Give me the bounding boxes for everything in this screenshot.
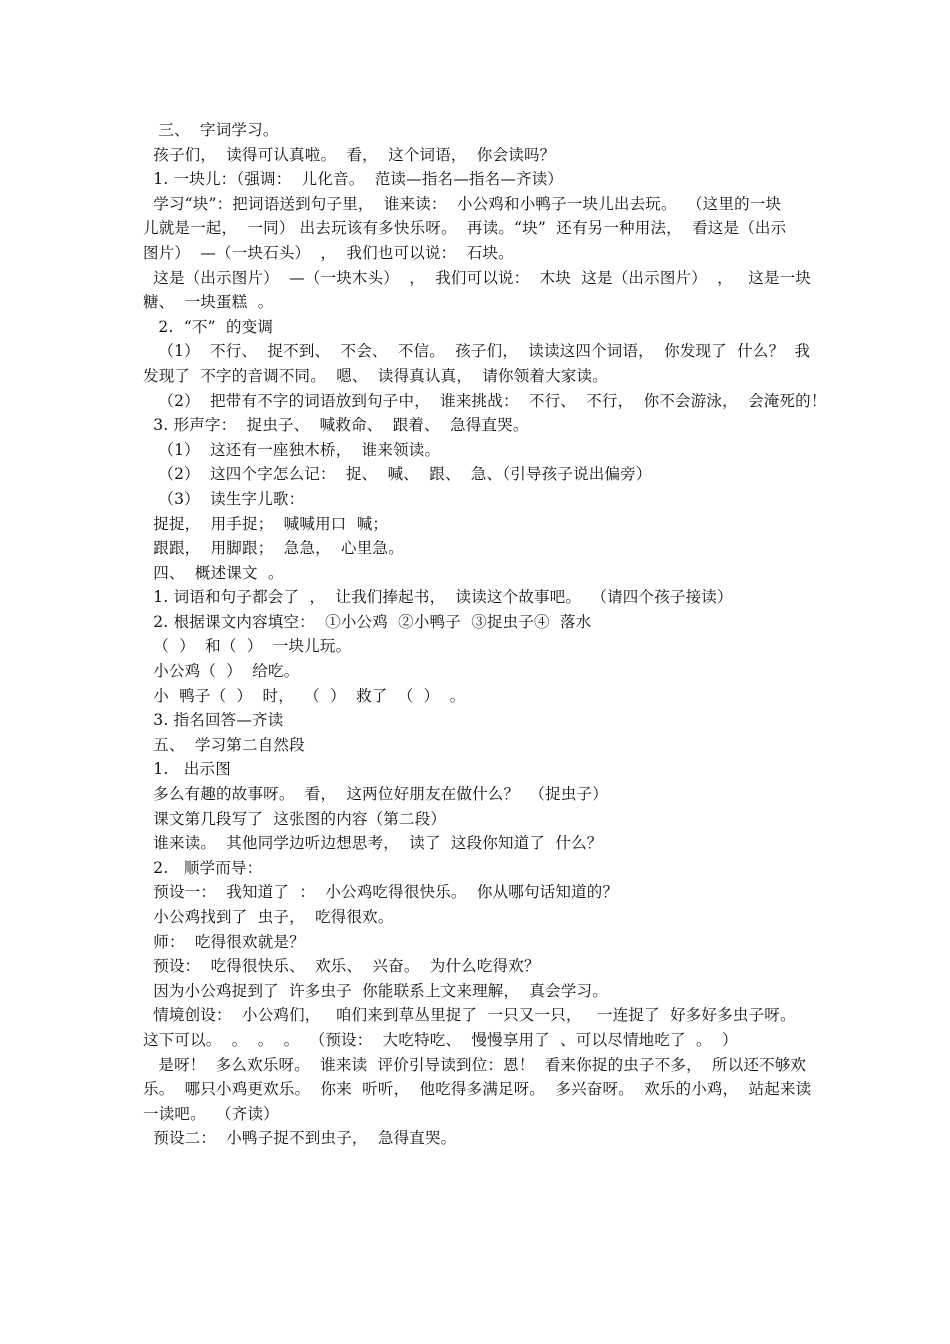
text-line: 多么有趣的故事呀。 看， 这两位好朋友在做什么？ （捉虫子） xyxy=(143,785,608,804)
text-line: 预设： 吃得很快乐、 欢乐、 兴奋。 为什么吃得欢？ xyxy=(143,957,540,976)
text-line: 1. 一块儿：（强调： 儿化音。 范读—指名—指名—齐读） xyxy=(143,170,564,189)
text-line: 谁来读。 其他同学边听边想思考， 读了 这段你知道了 什么？ xyxy=(143,834,603,853)
text-line: 1. 出示图 xyxy=(143,760,231,779)
text-line: 3. 形声字： 捉虫子、 喊救命、 跟着、 急得直哭。 xyxy=(143,416,529,435)
text-line: 预设二： 小鸭子捉不到虫子， 急得直哭。 xyxy=(143,1129,457,1148)
text-line: （2） 把带有不字的词语放到句子中， 谁来挑战： 不行、 不行， 你不会游泳， 会淹死的！ xyxy=(143,391,827,410)
text-line: （1） 这还有一座独木桥， 谁来领读。 xyxy=(143,440,441,459)
text-line: 跟跟， 用脚跟； 急急， 心里急。 xyxy=(143,539,404,558)
text-line: 学习“块”：把词语送到句子里， 谁来读： 小公鸡和小鸭子一块儿出去玩。 （这里的一块 xyxy=(143,194,782,213)
text-line: 小 鸭子（ ） 时， （ ） 救了 （ ） 。 xyxy=(143,686,466,705)
text-line: 这下可以。 。 。 。 （预设： 大吃特吃、 慢慢享用了 、可以尽情地吃了 。 ） xyxy=(143,1030,738,1049)
text-line: 小公鸡（ ） 给吃。 xyxy=(143,662,300,681)
text-line: 2. “不” 的变调 xyxy=(143,317,274,336)
text-line: 儿就是一起， 一同） 出去玩该有多快乐呀。 再读。“块” 还有另一种用法， 看这是（出示 xyxy=(143,219,787,238)
section-heading: 五、 学习第二自然段 xyxy=(143,735,305,754)
document-body xyxy=(143,118,827,1151)
text-line: 2. 根据课文内容填空： ①小公鸡 ②小鸭子 ③捉虫子④ 落水 xyxy=(143,612,592,631)
text-line: 3. 指名回答—齐读 xyxy=(143,711,284,730)
text-line: 因为小公鸡捉到了 许多虫子 你能联系上文来理解， 真会学习。 xyxy=(143,981,608,1000)
text-line: 捉捉， 用手捉； 喊喊用口 喊； xyxy=(143,514,389,533)
text-line: 课文第几段写了 这张图的内容（第二段） xyxy=(143,809,447,828)
text-line: 师： 吃得很欢就是？ xyxy=(143,932,305,951)
text-line: 发现了 不字的音调不同。 嗯、 读得真认真， 请你领着大家读。 xyxy=(143,366,608,385)
section-heading: 四、 概述课文 。 xyxy=(143,563,284,582)
text-line: （ ） 和（ ） 一块儿玩。 xyxy=(143,637,352,656)
text-line: 糖、 一块蛋糕 。 xyxy=(143,293,274,312)
text-line: 这是（出示图片） —（一块木头） ， 我们可以说： 木块 这是（出示图片） ， 这是一块 xyxy=(143,268,812,287)
text-line: 2. 顺学而导： xyxy=(143,858,263,877)
text-line: 乐。 哪只小鸡更欢乐。 你来 听听， 他吃得多满足呀。 多兴奋呀。 欢乐的小鸡， 站起来读 xyxy=(143,1080,812,1099)
text-line: 情境创设： 小公鸡们， 咱们来到草丛里捉了 一只又一只， 一连捉了 好多好多虫子呀。 xyxy=(143,1006,796,1025)
text-line: 1. 词语和句子都会了 ， 让我们捧起书， 读读这个故事吧。 （请四个孩子接读） xyxy=(143,588,733,607)
text-line: 孩子们， 读得可认真啦。 看， 这个词语， 你会读吗？ xyxy=(143,145,556,164)
text-line: 是呀！ 多么欢乐呀。 谁来读 评价引导读到位：恩！ 看来你捉的虫子不多， 所以还不够欢 xyxy=(143,1055,807,1074)
text-line: 图片） —（一块石头） ， 我们也可以说： 石块。 xyxy=(143,243,514,262)
text-line: 预设一： 我知道了 ： 小公鸡吃得很快乐。 你从哪句话知道的？ xyxy=(143,883,619,902)
text-line: （1） 不行、 捉不到、 不会、 不信。 孩子们， 读读这四个词语， 你发现了 什么？ 我 xyxy=(143,342,811,361)
text-line: 小公鸡找到了 虫子， 吃得很欢。 xyxy=(143,908,394,926)
text-line: （3） 读生字儿歌： xyxy=(143,489,305,508)
text-line: （2） 这四个字怎么记： 捉、 喊、 跟、 急、（引导孩子说出偏旁） xyxy=(143,465,652,484)
section-heading: 三、 字词学习。 xyxy=(143,121,279,139)
text-line: 一读吧。 （齐读） xyxy=(143,1104,279,1123)
